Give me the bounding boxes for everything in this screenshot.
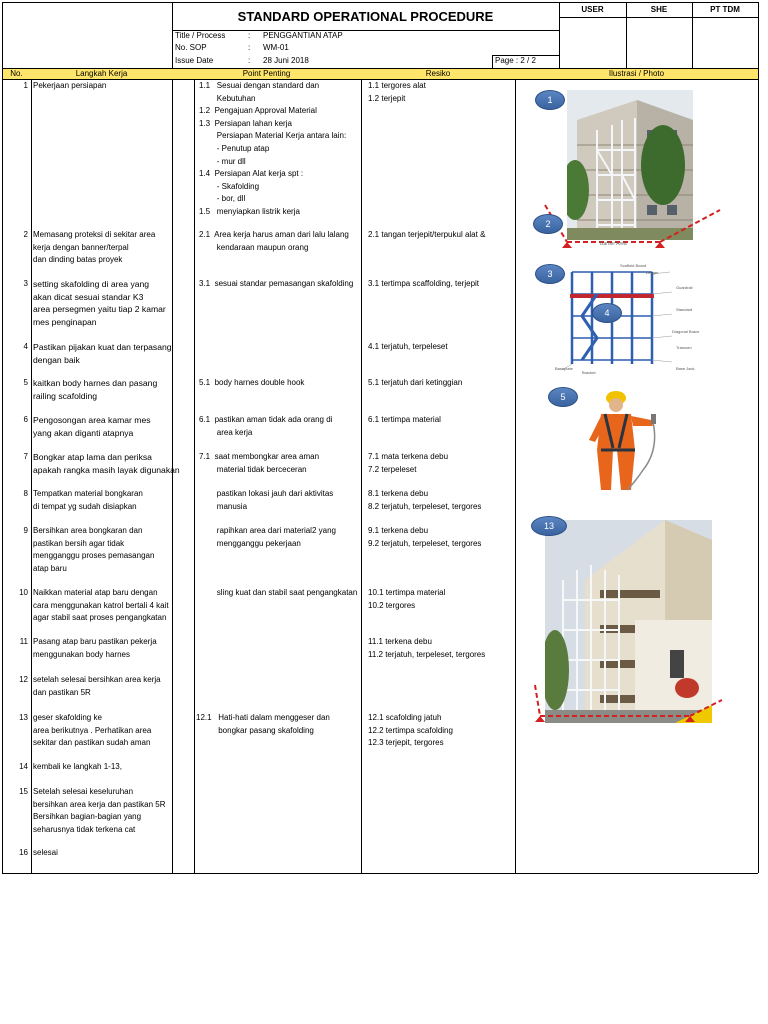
step-text: dengan baik xyxy=(33,354,80,365)
label-ledger: Ledger xyxy=(646,270,659,275)
step-text: akan dicat sesuai standar K3 xyxy=(33,291,144,302)
point-text: area kerja xyxy=(199,427,253,437)
point-text: 1.2 Pengajuan Approval Material xyxy=(199,106,317,116)
step-text: apakah rangka masih layak digunakan xyxy=(33,464,180,475)
scaffold-diagram-image xyxy=(552,264,700,374)
point-text: 3.1 sesuai standar pemasangan skafolding xyxy=(199,279,354,288)
col-divider-2b xyxy=(194,79,195,873)
risk-text: 7.2 terpeleset xyxy=(368,464,417,474)
meta-sop-value: WM-01 xyxy=(263,43,289,52)
label-bracket: Bracket xyxy=(582,370,596,375)
meta-sop-label: No. SOP xyxy=(175,43,207,52)
point-text: rapihkan area dari material2 yang xyxy=(199,526,336,535)
step-text: Pengosongan area kamar mes xyxy=(33,415,151,425)
step-text: area persegmen yaitu tiap 2 kamar xyxy=(33,304,166,314)
col-header-ilustrasi: Ilustrasi / Photo xyxy=(608,69,665,78)
step-text: menggunakan body harnes xyxy=(33,649,130,659)
point-text: - Penutup atap xyxy=(199,144,270,153)
step-text: Bersihkan bagian-bagian yang xyxy=(33,812,142,822)
step-text: dan pastikan 5R xyxy=(33,687,91,697)
meta-title-value: PENGGANTIAN ATAP xyxy=(263,31,343,40)
risk-text: 10.1 tertimpa material xyxy=(368,588,446,597)
step-number: 9 xyxy=(23,526,28,535)
point-text: 2.1 Area kerja harus aman dari lalu lalang xyxy=(199,230,349,239)
step-text: selesai xyxy=(33,848,58,857)
step-text: area berikutnya . Perhatikan area xyxy=(33,725,152,735)
meta-date-label: Issue Date xyxy=(175,56,214,65)
step-number: 2 xyxy=(23,230,28,239)
title-underline xyxy=(172,30,559,31)
point-text: 1.3 Persiapan lahan kerja xyxy=(199,118,292,128)
point-text: 1.5 menyiapkan listrik kerja xyxy=(199,207,300,216)
risk-text: 4.1 terjatuh, terpeleset xyxy=(368,342,448,351)
meta-title-sep: : xyxy=(248,31,251,40)
step-number: 11 xyxy=(19,637,28,646)
step-text: sekitar dan pastikan sudah aman xyxy=(33,738,151,748)
meta-title-label: Title / Process xyxy=(175,31,226,40)
point-text: 12.1 Hati-hati dalam menggeser dan xyxy=(196,713,330,722)
step-text: cara menggunakan katrol bertali 4 kait xyxy=(33,600,169,610)
point-text: - mur dll xyxy=(199,156,246,166)
frame-right xyxy=(758,2,759,873)
point-text: 5.1 body harnes double hook xyxy=(199,378,305,387)
step-number: 13 xyxy=(19,713,28,722)
step-number: 5 xyxy=(23,378,28,387)
step-text: Memasang proteksi di sekitar area xyxy=(33,230,156,239)
point-text: 1.1 Sesuai dengan standard dan xyxy=(199,81,320,90)
barrier-area-label: Barrier Area xyxy=(600,241,627,247)
approval-she: SHE xyxy=(650,5,668,14)
risk-text: 2.1 tangan terjepit/terpukul alat & xyxy=(368,230,486,239)
step-number: 3 xyxy=(23,279,28,288)
step-text: Pastikan pijakan kuat dan terpasang xyxy=(33,342,172,352)
label-scaffold-board: Scaffold Board xyxy=(620,263,647,268)
step-number: 6 xyxy=(23,415,28,424)
step-text: mengganggu proses pemasangan xyxy=(33,551,155,561)
badge-13: 13 xyxy=(531,516,567,536)
meta-date-sep: : xyxy=(248,56,251,65)
point-text: material tidak berceceran xyxy=(199,464,307,474)
step-text: setting skafolding di area yang xyxy=(33,279,150,289)
risk-text: 8.1 terkena debu xyxy=(368,489,429,498)
step-number: 10 xyxy=(19,588,28,597)
risk-text: 5.1 terjatuh dari ketinggian xyxy=(368,378,463,387)
step-number: 1 xyxy=(23,81,28,90)
approval-pt-tdm: PT TDM xyxy=(710,5,740,14)
badge-2: 2 xyxy=(533,214,563,234)
risk-text: 12.3 terjepit, tergores xyxy=(368,738,444,748)
step-text: geser skafolding ke xyxy=(33,713,102,722)
step-text: kembali ke langkah 1-13, xyxy=(33,762,122,771)
approval-underline xyxy=(559,17,758,18)
meta-sop-sep: : xyxy=(248,43,251,52)
page-number: Page : 2 / 2 xyxy=(495,56,536,65)
step-number: 14 xyxy=(19,762,28,771)
step-text: Setelah selesai keseluruhan xyxy=(33,787,134,796)
step-text: Bersihkan area bongkaran dan xyxy=(33,526,143,535)
step-text: seharusnya tidak terkena cat xyxy=(33,824,136,834)
risk-text: 9.2 terjatuh, terpeleset, tergores xyxy=(368,538,482,548)
harness-worker-image xyxy=(583,390,663,492)
step-text: atap baru xyxy=(33,563,67,573)
step-text: Pasang atap baru pastikan pekerja xyxy=(33,637,157,646)
risk-text: 10.2 tergores xyxy=(368,600,416,610)
risk-text: 6.1 tertimpa material xyxy=(368,415,441,424)
step-number: 15 xyxy=(19,787,28,796)
label-transom: Transom xyxy=(676,345,692,350)
step-text: setelah selesai bersihkan area kerja xyxy=(33,675,161,684)
label-base-jack: Base Jack xyxy=(676,366,695,371)
frame-top xyxy=(2,2,758,3)
point-text: Persiapan Material Kerja antara lain: xyxy=(199,131,347,141)
col-divider-3 xyxy=(361,68,362,873)
step-text: yang akan diganti atapnya xyxy=(33,427,134,438)
badge-5: 5 xyxy=(548,387,578,407)
frame-bottom xyxy=(2,873,758,874)
frame-left xyxy=(2,2,3,873)
barrier-lines-1 xyxy=(540,200,730,255)
risk-text: 1.2 terjepit xyxy=(368,93,406,103)
page-box-left xyxy=(492,55,493,68)
point-text: mengganggu pekerjaan xyxy=(199,538,301,548)
badge-3: 3 xyxy=(535,264,565,284)
photo-harness-worker xyxy=(583,390,663,492)
point-text: - bor, dll xyxy=(199,194,246,204)
point-text: 7.1 saat membongkar area aman xyxy=(199,452,320,461)
label-baseplate: Baseplate xyxy=(555,366,573,371)
point-text: manusia xyxy=(199,501,248,511)
step-text: Pekerjaan persiapan xyxy=(33,81,107,90)
step-number: 7 xyxy=(23,452,28,461)
point-text: sling kuat dan stabil saat pengangkatan xyxy=(199,588,358,597)
scaffold-diagram xyxy=(552,264,700,374)
page-title: STANDARD OPERATIONAL PROCEDURE xyxy=(237,9,494,24)
point-text: Kebutuhan xyxy=(199,93,256,103)
col-header-resiko: Resiko xyxy=(425,69,451,78)
point-text: kendaraan maupun orang xyxy=(199,242,309,252)
col-header-no: No. xyxy=(10,69,23,78)
col-header-point: Point Penting xyxy=(242,69,291,78)
step-text: di tempat yg sudah disiapkan xyxy=(33,501,137,511)
barrier-lines-13 xyxy=(530,680,730,725)
point-text: 6.1 pastikan aman tidak ada orang di xyxy=(199,415,333,424)
step-text: bersihkan area kerja dan pastikan 5R xyxy=(33,799,166,809)
label-standard: Standard xyxy=(676,307,693,312)
risk-text: 12.2 tertimpa scafolding xyxy=(368,725,453,735)
point-text: 1.4 Persiapan Alat kerja spt : xyxy=(199,169,304,179)
step-text: Naikkan material atap baru dengan xyxy=(33,588,158,597)
step-text: Tempatkan material bongkaran xyxy=(33,489,143,498)
step-text: pastikan bersih agar tidak xyxy=(33,538,125,548)
risk-text: 11.2 terjatuh, terpeleset, tergores xyxy=(368,649,486,659)
point-text: bongkar pasang skafolding xyxy=(196,725,314,735)
col-divider-1 xyxy=(31,68,32,873)
risk-text: 1.1 tergores alat xyxy=(368,81,426,90)
point-text: - Skafolding xyxy=(199,181,260,191)
col-header-langkah: Langkah Kerja xyxy=(75,69,128,78)
approval-user: USER xyxy=(581,5,604,14)
label-guardrail: Guardrail xyxy=(676,285,693,290)
label-diagonal-brace: Diagonal Brace xyxy=(672,329,700,334)
step-text: agar stabil saat proses pengangkatan xyxy=(33,613,167,623)
badge-4: 4 xyxy=(592,303,622,323)
step-text: kaitkan body harnes dan pasang xyxy=(33,378,158,388)
risk-text: 3.1 tertimpa scaffolding, terjepit xyxy=(368,279,480,288)
risk-text: 12.1 scafolding jatuh xyxy=(368,713,442,722)
risk-text: 8.2 terjatuh, terpeleset, tergores xyxy=(368,501,482,511)
col-divider-4 xyxy=(515,68,516,873)
risk-text: 11.1 terkena debu xyxy=(368,637,432,646)
step-number: 8 xyxy=(23,489,28,498)
step-text: mes penginapan xyxy=(33,316,97,327)
badge-1: 1 xyxy=(535,90,565,110)
risk-text: 7.1 mata terkena debu xyxy=(368,452,449,461)
step-number: 4 xyxy=(23,342,28,351)
step-text: dan dinding batas proyek xyxy=(33,255,123,265)
meta-date-value: 28 Juni 2018 xyxy=(263,56,309,65)
step-text: kerja dengan banner/terpal xyxy=(33,242,129,252)
step-number: 12 xyxy=(19,675,28,684)
step-text: Bongkar atap lama dan periksa xyxy=(33,452,152,462)
step-text: railing scafolding xyxy=(33,390,98,401)
step-number: 16 xyxy=(19,848,28,857)
risk-text: 9.1 terkena debu xyxy=(368,526,429,535)
point-text: pastikan lokasi jauh dari aktivitas xyxy=(199,489,334,498)
